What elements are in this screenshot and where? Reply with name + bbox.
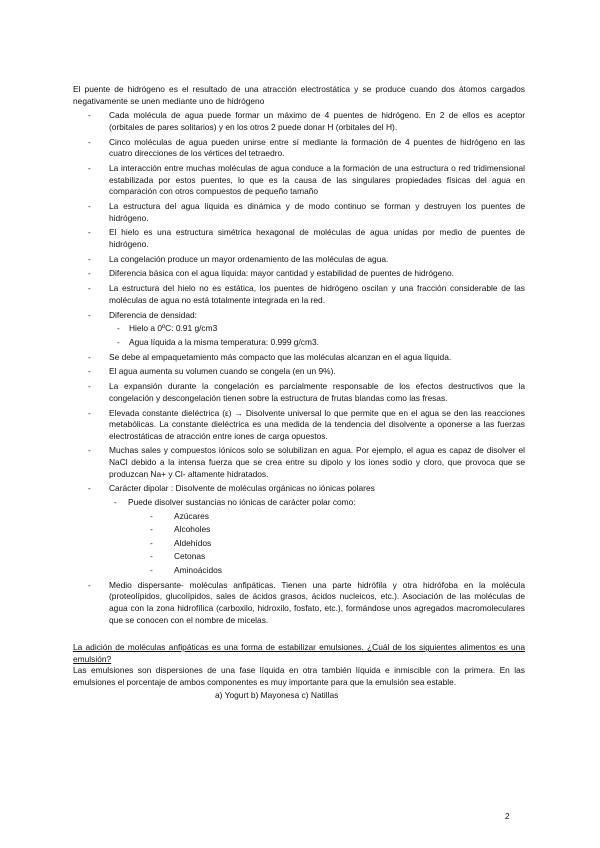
density-water: - Agua líquida a la misma temperatura: 0.999 g/cm3. — [109, 337, 525, 349]
list-item: - El hielo es una estructura simétrica hexagonal de moléculas de agua unidas por medio de puentes de hidrógeno. — [73, 227, 525, 250]
list-item: - La expansión durante la congelación es parcialmente responsable de los efectos destructivos que la congelación y descongelación tienen sobre la estructura de frutas blandas como las fresas. — [73, 381, 525, 404]
list-item: - La estructura del hielo no es estática, los puentes de hidrógeno oscilan y una fracción considerable de las moléculas de agua no está totalmente integrada en la red. — [73, 283, 525, 306]
page-number: 2 — [505, 811, 510, 821]
example-item: - Cetonas — [128, 551, 525, 563]
answer-paragraph: Las emulsiones son dispersiones de una fase líquida en otra también líquida e inmiscible con la primera. En las emulsiones el porcentaje de ambos componentes es muy importante para que la emulsión sea estable. — [73, 665, 525, 687]
question-heading: La adición de moléculas anfipáticas es una forma de estabilizar emulsiones. ¿Cuál de los siguientes alimentos es una emulsión? — [73, 642, 525, 664]
example-item: - Aldehídos — [128, 538, 525, 550]
dipolar-subitem — [109, 497, 525, 577]
example-item: - Alcoholes — [128, 524, 525, 536]
list-item: - Cada molécula de agua puede formar un máximo de 4 puentes de hidrógeno. En 2 de ellos es aceptor (orbitales de pares solitarios) y en los otros 2 puede donar H (orbitales del H). — [73, 110, 525, 133]
example-item: - Azúcares — [128, 511, 525, 523]
list-item: - Se debe al empaquetamiento más compacto que las moléculas alcanzan en el agua líquida. — [73, 352, 525, 364]
list-item: - Muchas sales y compuestos iónicos solo se solubilizan en agua. Por ejemplo, el agua es capaz de disolver el NaCl debido a la intensa fuerza que se crea entre su dipolo y los iones sodio y cloro, que provoca que se produzcan Na+ y Cl- altamente hidratados. — [73, 445, 525, 480]
intro-paragraph: El puente de hidrógeno es el resultado de una atracción electrostática y se produce cuando dos átomos cargados negativamente se unen mediante uno de hidrógeno — [73, 84, 525, 106]
list-item: - Medio dispersante- moléculas anfipáticas. Tienen una parte hidrófila y otra hidrófoba en la molécula (proteolípidos, glucolípidos, sales de ácidos grasos, ácidos nucleicos, etc.). Asociación de las moléculas de agua con la zona hidrofílica (carboxilo, hidroxilo, fosfato, etc.), formándose unos agregados macromoleculares que se conocen con el nombre de micelas. — [73, 580, 525, 626]
list-item: - Diferencia básica con el agua líquida: mayor cantidad y estabilidad de puentes de hidrógeno. — [73, 268, 525, 280]
list-item: - El agua aumenta su volumen cuando se congela (en un 9%). — [73, 366, 525, 378]
answer-options: a) Yogurt b) Mayonesa c) Natillas — [215, 689, 339, 700]
list-item-dipolar — [73, 483, 525, 576]
density-heading: Diferencia de densidad: — [109, 309, 197, 320]
density-sublist — [109, 323, 525, 348]
list-item: - Cinco moléculas de agua pueden unirse entre sí mediante la formación de 4 puentes de hidrógeno en las cuatro direcciones de los vértices del tetraedro. — [73, 137, 525, 160]
examples-list — [128, 511, 525, 577]
dipolar-sub-text: Puede disolver sustancias no iónicas de carácter polar como: — [128, 497, 356, 508]
density-ice: - Hielo a 0ºC: 0.91 g/cm3 — [109, 323, 525, 335]
properties-list — [73, 110, 525, 626]
dipolar-sublist — [109, 497, 525, 577]
page-content — [73, 84, 525, 701]
list-item: - La estructura del agua líquida es dinámica y de modo continuo se forman y destruyen los puentes de hidrógeno. — [73, 201, 525, 224]
dipolar-heading: Carácter dipolar : Disolvente de moléculas orgánicas no iónicas polares — [109, 483, 375, 494]
example-item: - Aminoácidos — [128, 565, 525, 577]
list-item: - La congelación produce un mayor ordenamiento de las moléculas de agua. — [73, 254, 525, 266]
list-item: - La interacción entre muchas moléculas de agua conduce a la formación de una estructura o red tridimensional estabilizada por estos puentes, lo que es la causa de las singulares propiedades físicas del agua en comparación con otros compuestos de pequeño tamaño — [73, 163, 525, 198]
list-item: - Elevada constante dieléctrica (ε) → Disolvente universal lo que permite que en el agua se den las reacciones metabólicas. La constante dieléctrica es una medida de la tendencia del disolvente a oponerse a las fuerzas electrostáticas de atracción entre iones de carga opuestos. — [73, 408, 525, 443]
list-item-density — [73, 310, 525, 349]
